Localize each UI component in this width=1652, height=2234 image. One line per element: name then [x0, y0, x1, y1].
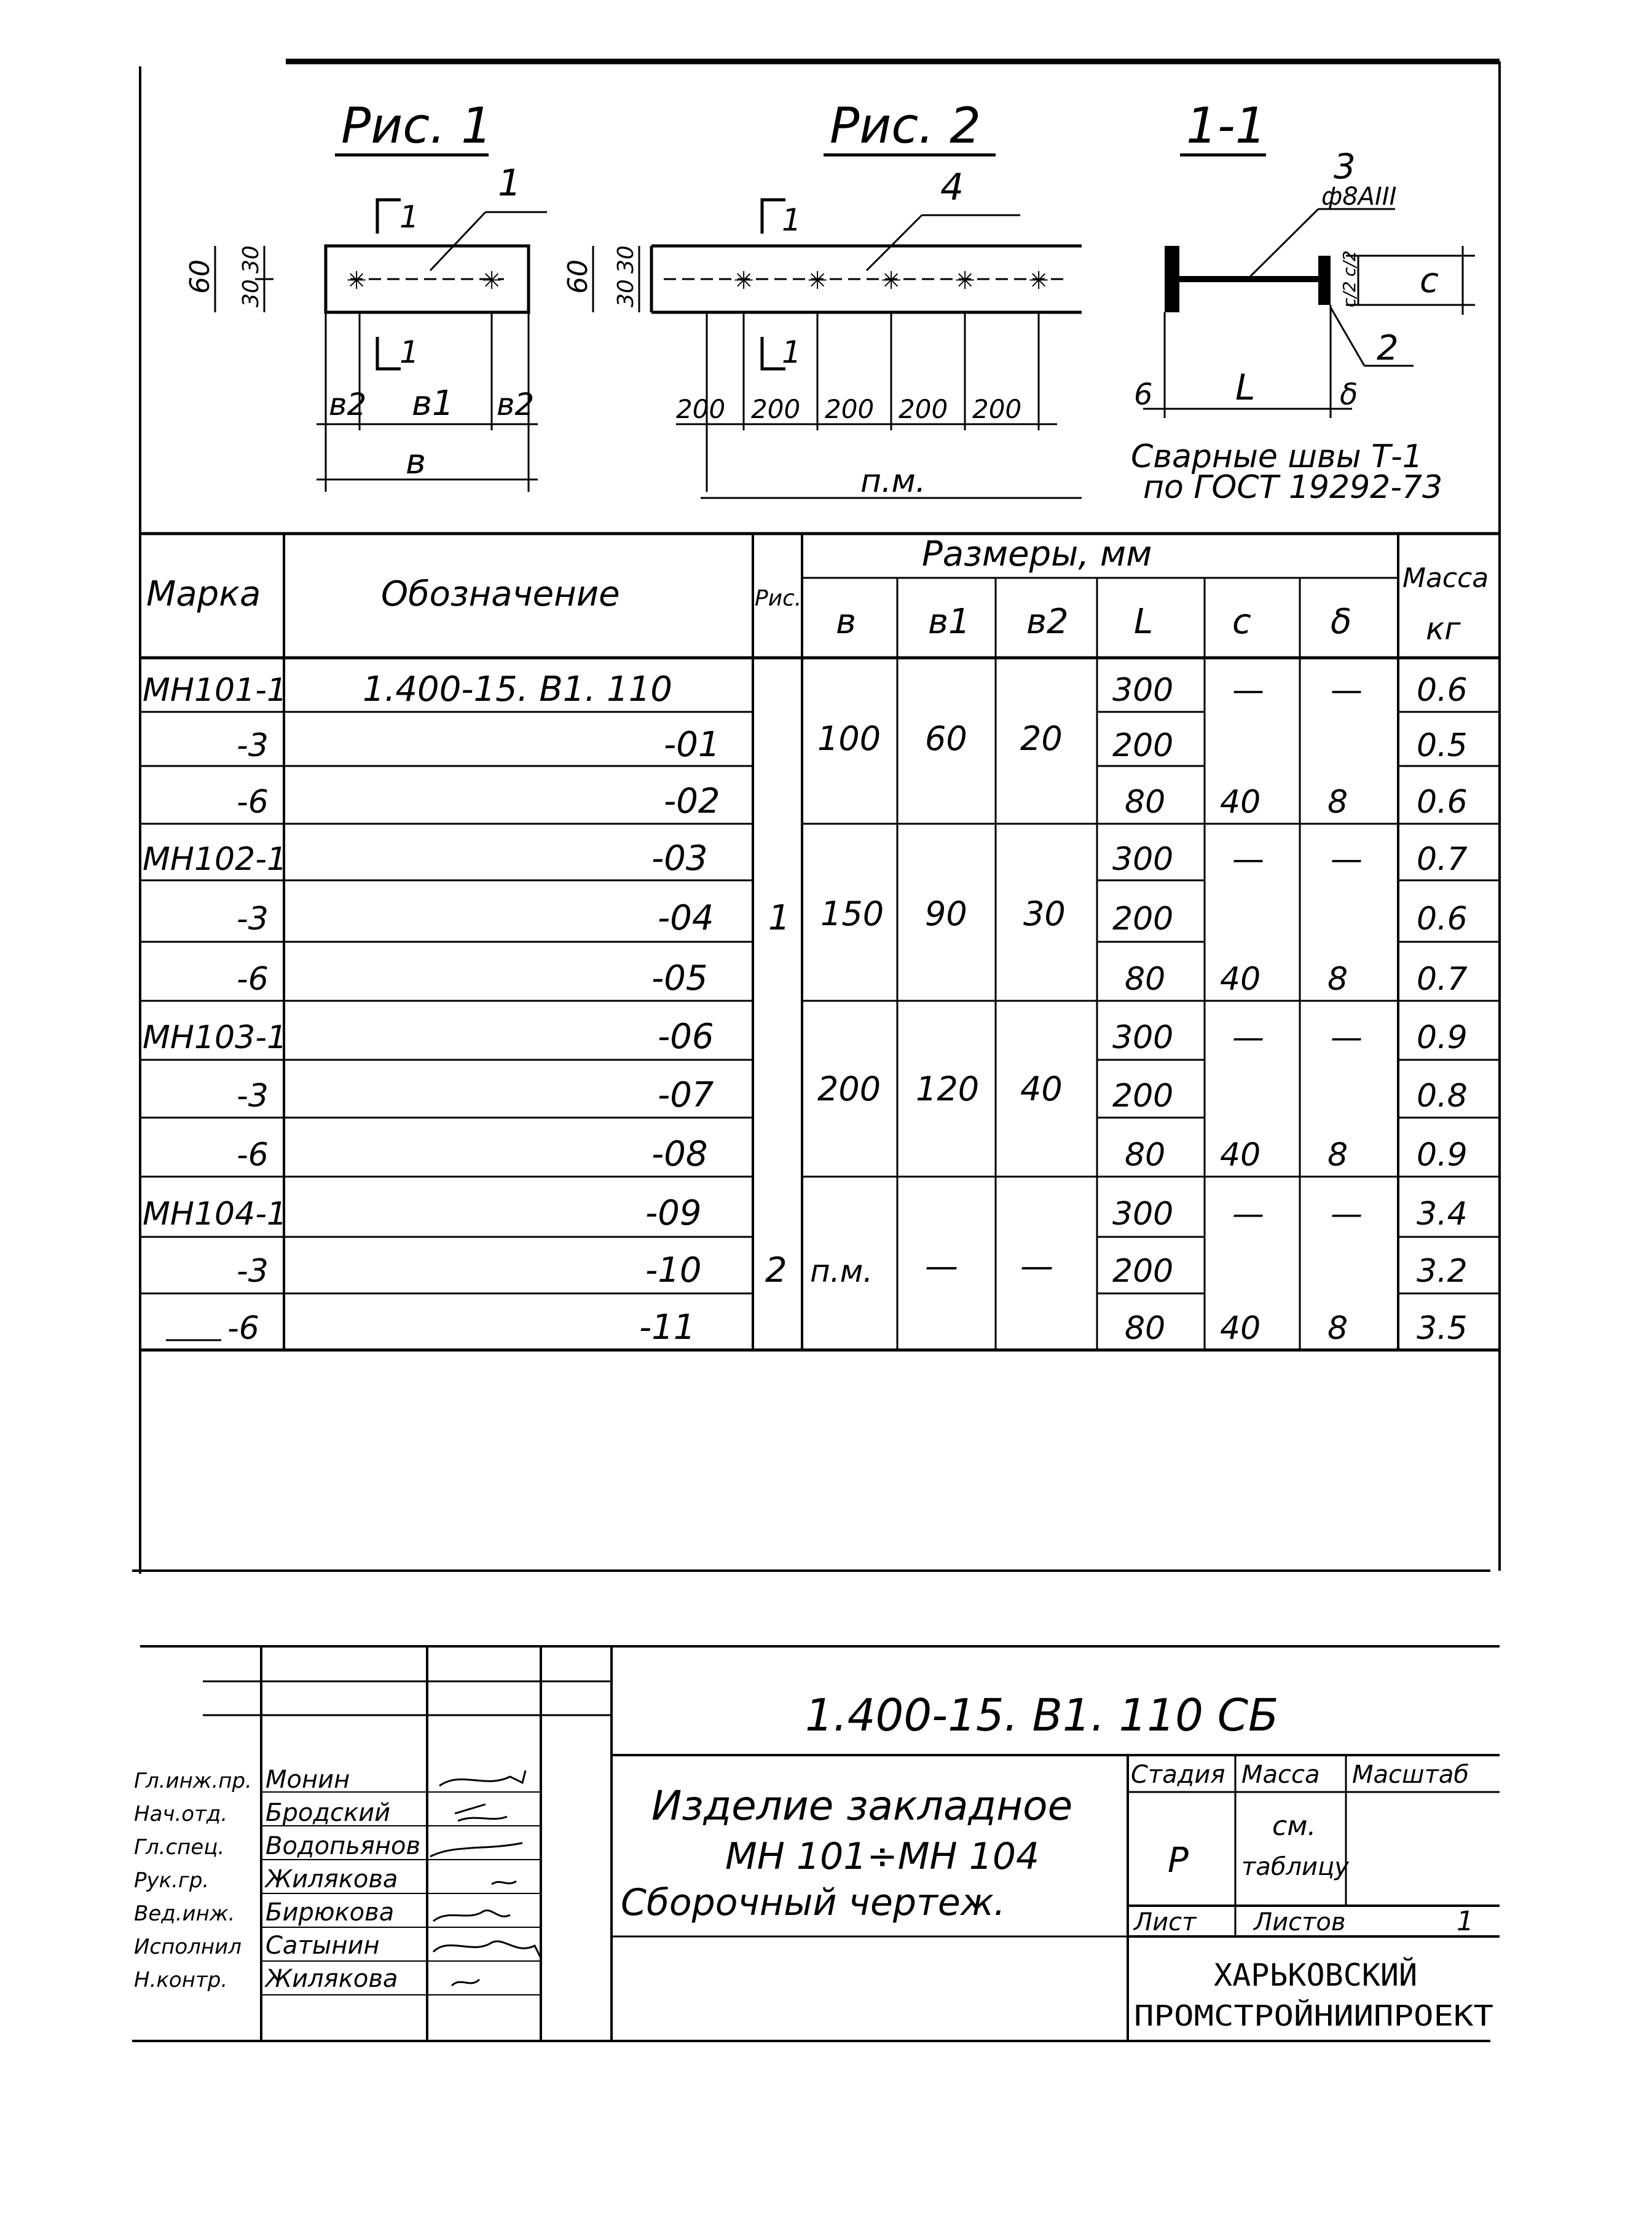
dim-c: c [1420, 261, 1439, 301]
fig2-half-dim: 30 [613, 245, 639, 274]
cell-mark: МН102-1 [143, 841, 288, 878]
dim-l: L [1235, 366, 1256, 408]
fig1-height-dim: 60 [184, 259, 216, 294]
group-b2: 20 [1020, 719, 1063, 758]
scale-header: Масштаб [1352, 1761, 1469, 1789]
item-name-line3: Сборочный чертеж. [621, 1881, 1005, 1924]
document-code: 1.400-15. В1. 110 СБ [805, 1689, 1279, 1741]
cell-delta: 8 [1328, 961, 1348, 998]
section-mark-top-fig2: 1 [782, 202, 801, 238]
group-b: 150 [820, 894, 884, 933]
half-c: c/2 [1339, 281, 1359, 307]
signature-name: Монин [266, 1766, 350, 1794]
part-label-1: 1 [498, 162, 522, 205]
signature-name: Жилякова [266, 1965, 398, 1993]
signature-name: Сатынин [266, 1932, 380, 1960]
weld-note-line2: по ГОСТ 19292-73 [1143, 469, 1443, 506]
sheets-label: Листов [1254, 1908, 1346, 1936]
title-block [132, 1646, 1500, 2041]
cell-delta: 8 [1328, 1310, 1348, 1347]
part-label-3: 3 [1334, 147, 1356, 187]
cell-l: 300 [1112, 672, 1174, 709]
figure-2 [562, 97, 1082, 500]
figure-1-title: Рис. 1 [341, 97, 492, 154]
mass-value-line1: см. [1272, 1810, 1316, 1842]
cell-mass: 3.2 [1417, 1253, 1468, 1290]
cell-designation: -02 [664, 781, 720, 821]
cell-mass: 3.4 [1417, 1196, 1468, 1233]
stage-value: Р [1168, 1841, 1189, 1881]
cell-c: 40 [1220, 961, 1261, 998]
cell-designation: -10 [645, 1250, 702, 1290]
header-b: в [836, 602, 857, 642]
section-1-1 [1131, 97, 1475, 506]
right-plate [1318, 256, 1331, 305]
header-mass-unit: кг [1426, 611, 1461, 647]
cell-mass: 0.9 [1417, 1137, 1468, 1174]
cell-c: — [1232, 841, 1264, 878]
cell-mark: -6 [227, 1310, 259, 1347]
group-fig: 2 [765, 1250, 787, 1290]
cell-delta: — [1331, 1196, 1363, 1233]
cell-delta: — [1331, 841, 1363, 878]
group-b1: 90 [925, 894, 967, 933]
cell-mass: 0.7 [1417, 961, 1468, 998]
cell-designation: -06 [658, 1017, 714, 1057]
header-fig: Рис. [755, 586, 802, 611]
part-label-4: 4 [940, 166, 964, 209]
fig2-height-dim: 60 [562, 259, 594, 294]
figure-1 [184, 97, 547, 492]
cell-c: 40 [1220, 1137, 1261, 1174]
cell-mark: -3 [237, 727, 269, 764]
cell-c: — [1232, 672, 1264, 709]
length-dim: п.м. [860, 463, 926, 500]
cell-l: 80 [1125, 961, 1166, 998]
dim-b1: в1 [412, 384, 454, 424]
cell-l: 80 [1125, 1310, 1166, 1347]
header-b1: в1 [928, 602, 970, 642]
header-dimensions: Размеры, мм [922, 534, 1152, 574]
cell-mark: -3 [237, 1078, 269, 1115]
cell-mass: 0.7 [1417, 841, 1468, 878]
cell-mark: МН104-1 [143, 1196, 288, 1233]
dim-plate-right: δ [1340, 377, 1358, 412]
cell-mark: -6 [237, 1137, 269, 1174]
dim-b2-right: в2 [497, 387, 535, 422]
group-b2: — [1020, 1247, 1053, 1285]
dim-b2-left: в2 [329, 387, 367, 422]
header-delta: δ [1331, 602, 1352, 642]
group-b1: — [925, 1247, 958, 1285]
cell-delta: — [1331, 1019, 1363, 1056]
group-b1: 120 [916, 1070, 980, 1108]
cell-mark: -3 [237, 901, 269, 937]
cell-mark: -6 [237, 961, 269, 998]
part-label-2: 2 [1377, 328, 1399, 368]
signature-name: Жилякова [266, 1865, 398, 1893]
item-name-line2: МН 101÷МН 104 [725, 1835, 1040, 1878]
spacing-dim: 200 [899, 394, 948, 424]
cell-mass: 0.9 [1417, 1019, 1468, 1056]
section-mark-bottom-fig2: 1 [782, 334, 801, 370]
spacing-dim: 200 [751, 394, 801, 424]
item-name-line1: Изделие закладное [651, 1782, 1073, 1829]
cell-c: — [1232, 1196, 1264, 1233]
cell-c: 40 [1220, 1310, 1261, 1347]
cell-mass: 0.5 [1417, 727, 1468, 764]
header-b2: в2 [1026, 602, 1069, 642]
cell-designation: -03 [651, 839, 708, 878]
signature-name: Водопьянов [266, 1832, 421, 1860]
part-3-spec: ф8АIII [1321, 183, 1397, 211]
spacing-dim: 200 [676, 394, 726, 424]
cell-mass: 0.8 [1417, 1078, 1468, 1115]
signature-role: Н.контр. [134, 1968, 228, 1992]
fig1-half-dim: 30 [238, 245, 264, 274]
header-c: c [1232, 602, 1251, 642]
anchor-mark: ✳ [1028, 267, 1049, 295]
figure-2-title: Рис. 2 [830, 97, 981, 154]
cell-designation: -01 [664, 725, 720, 765]
anchor-mark: ✳ [481, 267, 502, 295]
anchor-mark: ✳ [881, 267, 902, 295]
mass-header: Масса [1241, 1761, 1320, 1789]
anchor-mark: ✳ [807, 267, 828, 295]
cell-c: — [1232, 1019, 1264, 1056]
cell-mass: 0.6 [1417, 901, 1468, 937]
cell-mass: 0.6 [1417, 784, 1468, 821]
cell-l: 80 [1125, 784, 1166, 821]
cell-l: 300 [1112, 1019, 1174, 1056]
weld-note-line1: Сварные швы Т-1 [1131, 438, 1423, 475]
signature-role: Нач.отд. [134, 1802, 228, 1826]
group-b2: 40 [1020, 1070, 1063, 1108]
half-c: c/2 [1339, 250, 1359, 277]
spacing-dim: 200 [972, 394, 1022, 424]
cell-l: 200 [1112, 1078, 1174, 1115]
group-b: 100 [817, 719, 881, 758]
org-line1: ХАРЬКОВСКИЙ [1214, 1957, 1418, 1993]
header-l: L [1134, 602, 1154, 642]
section-title: 1-1 [1186, 97, 1267, 154]
fig1-half-dim: 30 [238, 279, 264, 307]
sheet-label: Лист [1134, 1908, 1197, 1936]
cell-delta: 8 [1328, 784, 1348, 821]
cell-l: 80 [1125, 1137, 1166, 1174]
cell-designation: -07 [658, 1075, 714, 1115]
group-b: 200 [817, 1070, 881, 1108]
anchor-mark: ✳ [733, 267, 754, 295]
cell-l: 200 [1112, 1253, 1174, 1290]
cell-mark: МН103-1 [143, 1019, 288, 1056]
group-fig: 1 [768, 898, 790, 938]
marks-table [140, 534, 1500, 1350]
header-mass: Масса [1402, 562, 1489, 594]
cell-mass: 0.6 [1417, 672, 1468, 709]
sheets-value: 1 [1457, 1906, 1474, 1937]
dim-plate-left: 6 [1134, 377, 1153, 412]
section-mark-bottom-fig1: 1 [399, 334, 419, 370]
cell-l: 200 [1112, 901, 1174, 937]
group-b2: 30 [1023, 894, 1066, 933]
signature-role: Вед.инж. [134, 1901, 235, 1926]
left-plate [1165, 246, 1179, 312]
signature-role: Гл.спец. [134, 1835, 225, 1860]
cell-designation: 1.400-15. В1. 110 [363, 669, 672, 709]
cell-designation: -11 [639, 1308, 696, 1348]
cell-designation: -04 [658, 898, 714, 938]
signature-role: Рук.гр. [134, 1868, 210, 1893]
signature-name: Бирюкова [266, 1898, 395, 1927]
group-b: п.м. [810, 1253, 873, 1289]
header-designation: Обозначение [381, 574, 620, 614]
cell-delta: — [1331, 672, 1363, 709]
cell-designation: -09 [645, 1193, 702, 1233]
org-line2: ПРОМСТРОЙНИИПРОЕКТ [1134, 1999, 1493, 2032]
header-mark: Марка [146, 574, 261, 614]
cell-l: 200 [1112, 727, 1174, 764]
cell-c: 40 [1220, 784, 1261, 821]
group-b1: 60 [925, 719, 967, 758]
cell-mark: МН101-1 [143, 672, 288, 709]
mass-value-line2: таблицу [1241, 1853, 1349, 1881]
signature-name: Бродский [266, 1799, 391, 1827]
cell-designation: -05 [651, 958, 708, 998]
section-mark-top-fig1: 1 [399, 199, 419, 235]
cell-designation: -08 [651, 1134, 708, 1174]
cell-delta: 8 [1328, 1137, 1348, 1174]
anchor-mark: ✳ [346, 267, 367, 295]
cell-l: 300 [1112, 841, 1174, 878]
fig2-half-dim: 30 [613, 279, 639, 307]
spacing-dim: 200 [825, 394, 875, 424]
cell-mark: -6 [237, 784, 269, 821]
anchor-mark: ✳ [954, 267, 975, 295]
cell-mass: 3.5 [1417, 1310, 1468, 1347]
signature-role: Исполнил [134, 1935, 242, 1959]
stage-header: Стадия [1131, 1761, 1225, 1789]
cell-mark: -3 [237, 1253, 269, 1290]
cell-l: 300 [1112, 1196, 1174, 1233]
signature-role: Гл.инж.пр. [134, 1769, 252, 1793]
dim-b-total: в [406, 442, 427, 482]
